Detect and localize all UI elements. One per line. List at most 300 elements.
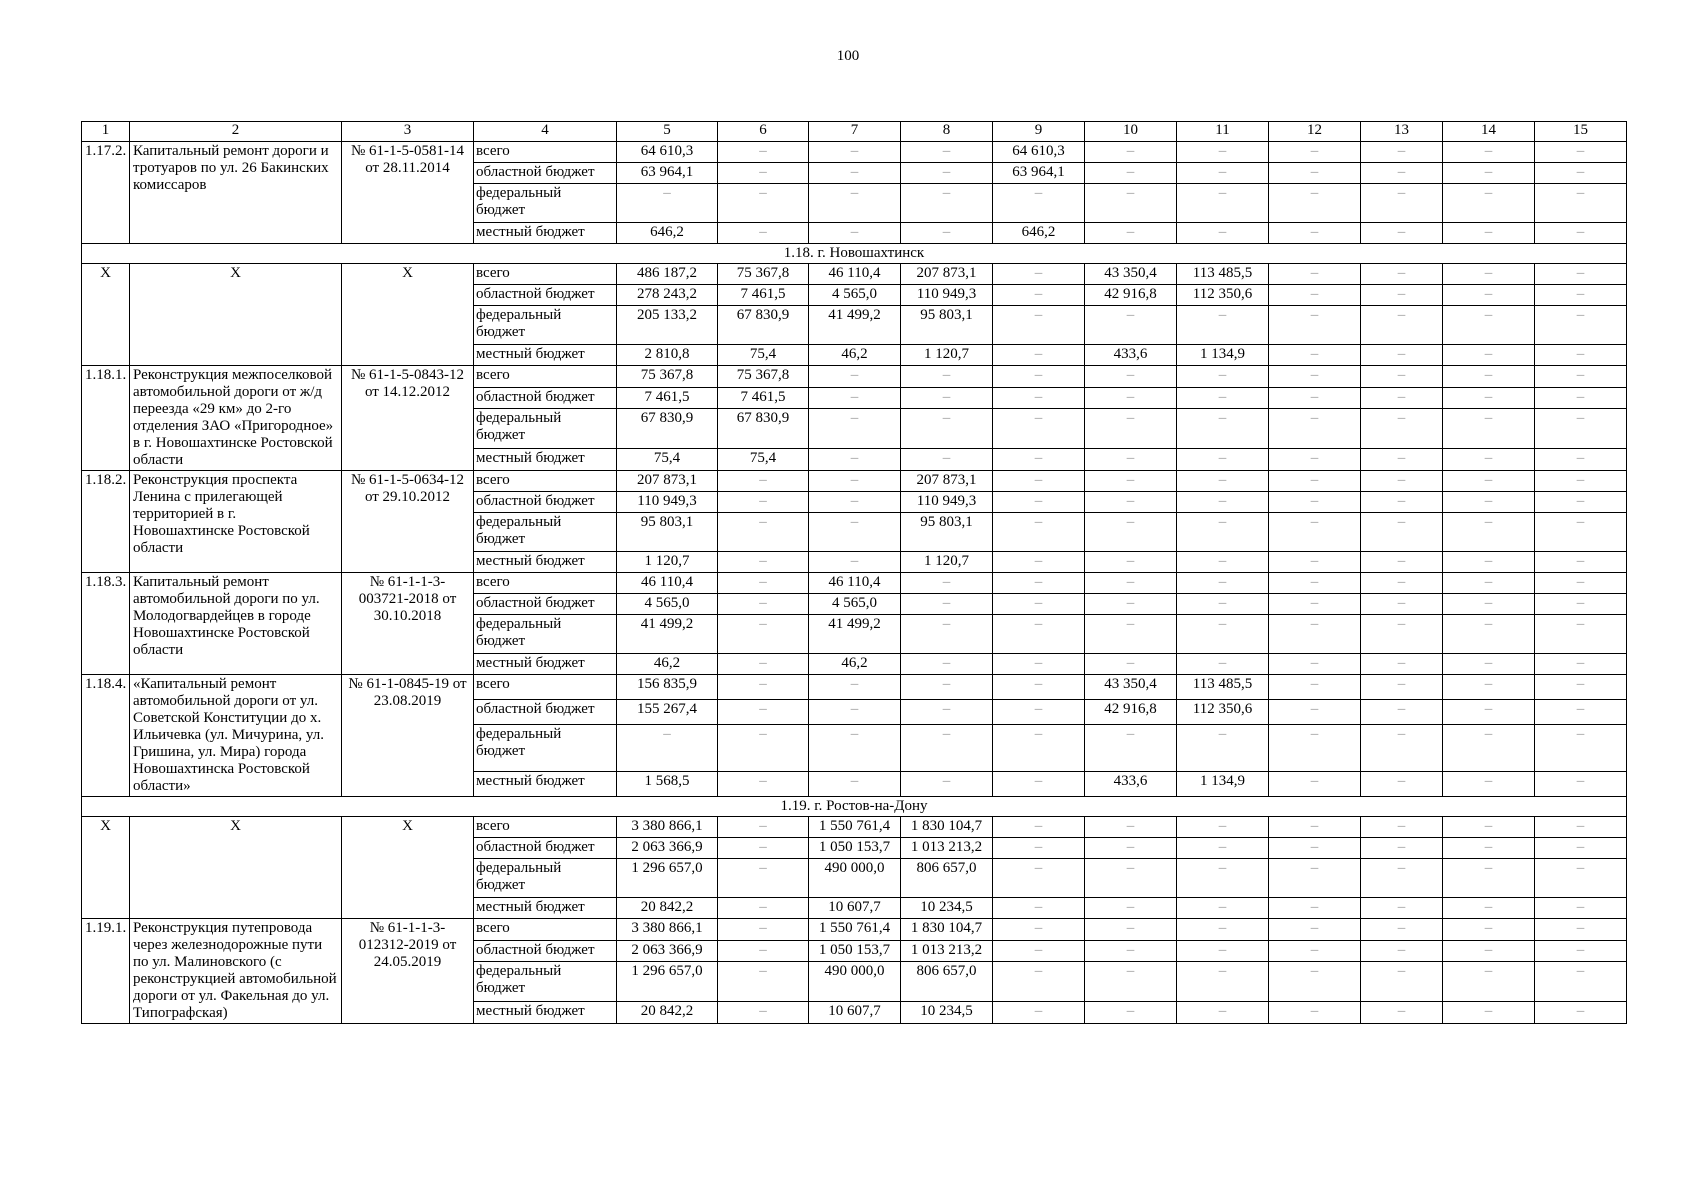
value-cell: – xyxy=(718,817,809,838)
value-cell: – xyxy=(993,513,1085,552)
value-cell: 110 949,3 xyxy=(617,492,718,513)
value-cell: 433,6 xyxy=(1085,345,1177,366)
value-cell: – xyxy=(1535,940,1627,962)
value-cell: – xyxy=(1085,859,1177,898)
value-cell: – xyxy=(1535,771,1627,796)
value-cell: – xyxy=(718,163,809,184)
value-cell: 63 964,1 xyxy=(993,163,1085,184)
value-cell: – xyxy=(1177,940,1269,962)
value-cell: – xyxy=(1443,594,1535,615)
value-cell: 67 830,9 xyxy=(617,409,718,449)
value-cell: – xyxy=(993,654,1085,675)
value-cell: 113 485,5 xyxy=(1177,675,1269,700)
value-cell: – xyxy=(1535,700,1627,725)
value-cell: 490 000,0 xyxy=(809,962,901,1002)
value-cell: 75 367,8 xyxy=(718,366,809,388)
table-body xyxy=(82,122,1627,1024)
value-cell: – xyxy=(1085,163,1177,184)
value-cell: – xyxy=(1269,940,1361,962)
value-cell: – xyxy=(809,513,901,552)
value-cell: 75,4 xyxy=(718,449,809,471)
value-cell: – xyxy=(1361,163,1443,184)
value-cell: 433,6 xyxy=(1085,771,1177,796)
value-cell: – xyxy=(901,654,993,675)
budget-source-label: местный бюджет xyxy=(474,552,617,573)
value-cell: – xyxy=(1085,306,1177,345)
value-cell: – xyxy=(1361,654,1443,675)
value-cell: – xyxy=(1535,366,1627,388)
value-cell: – xyxy=(1085,594,1177,615)
value-cell: – xyxy=(1177,223,1269,244)
value-cell: – xyxy=(1361,387,1443,409)
budget-source-label: федеральный бюджет xyxy=(474,962,617,1002)
budget-source-label: всего xyxy=(474,675,617,700)
value-cell: – xyxy=(809,184,901,223)
value-cell: – xyxy=(1361,306,1443,345)
object-name: Реконструкция межпоселковой автомобильной дороги от ж/д переезда «29 км» до 2-го отделения ЗАО «Пригородное» в г. Новошахтинске Ростовской области xyxy=(130,366,342,471)
value-cell: 2 063 366,9 xyxy=(617,940,718,962)
document-reference: № 61-1-5-0843-12 от 14.12.2012 xyxy=(342,366,474,471)
value-cell: – xyxy=(1085,817,1177,838)
value-cell: 43 350,4 xyxy=(1085,675,1177,700)
budget-source-label: всего xyxy=(474,919,617,941)
value-cell: – xyxy=(1085,366,1177,388)
value-cell: – xyxy=(1177,387,1269,409)
value-cell: – xyxy=(1085,898,1177,919)
value-cell: – xyxy=(1269,552,1361,573)
value-cell: – xyxy=(901,675,993,700)
value-cell: – xyxy=(1361,513,1443,552)
value-cell: – xyxy=(1269,449,1361,471)
value-cell: – xyxy=(1361,409,1443,449)
value-cell: 3 380 866,1 xyxy=(617,817,718,838)
value-cell: 20 842,2 xyxy=(617,1002,718,1024)
value-cell: – xyxy=(1269,285,1361,306)
document-reference: № 61-1-0845-19 от 23.08.2019 xyxy=(342,675,474,797)
value-cell: 1 550 761,4 xyxy=(809,919,901,941)
value-cell: – xyxy=(809,449,901,471)
value-cell: – xyxy=(993,409,1085,449)
value-cell: – xyxy=(1443,654,1535,675)
table-row xyxy=(82,573,1627,594)
value-cell: – xyxy=(617,184,718,223)
value-cell: – xyxy=(1085,962,1177,1002)
value-cell: – xyxy=(1361,366,1443,388)
budget-source-label: областной бюджет xyxy=(474,838,617,859)
value-cell: – xyxy=(1443,449,1535,471)
value-cell: 2 810,8 xyxy=(617,345,718,366)
value-cell: – xyxy=(1443,817,1535,838)
value-cell: 46,2 xyxy=(809,654,901,675)
budget-source-label: всего xyxy=(474,264,617,285)
value-cell: 75,4 xyxy=(718,345,809,366)
table-row xyxy=(82,366,1627,388)
value-cell: – xyxy=(1269,675,1361,700)
column-number-header: 15 xyxy=(1535,122,1627,142)
document-reference: № 61-1-1-3-003721-2018 от 30.10.2018 xyxy=(342,573,474,675)
value-cell: – xyxy=(1535,285,1627,306)
object-number: 1.17.2. xyxy=(82,142,130,244)
value-cell: – xyxy=(718,184,809,223)
value-cell: 42 916,8 xyxy=(1085,285,1177,306)
value-cell: – xyxy=(1361,817,1443,838)
value-cell: – xyxy=(993,285,1085,306)
value-cell: – xyxy=(1443,513,1535,552)
value-cell: 64 610,3 xyxy=(617,142,718,163)
section-title: 1.18. г. Новошахтинск xyxy=(82,244,1627,264)
object-name: Реконструкция проспекта Ленина с прилегающей территорией в г. Новошахтинске Ростовской области xyxy=(130,471,342,573)
value-cell: – xyxy=(809,409,901,449)
value-cell: – xyxy=(1085,409,1177,449)
value-cell: – xyxy=(1177,366,1269,388)
budget-source-label: местный бюджет xyxy=(474,345,617,366)
value-cell: – xyxy=(718,962,809,1002)
value-cell: – xyxy=(1361,449,1443,471)
value-cell: – xyxy=(1177,654,1269,675)
value-cell: – xyxy=(993,345,1085,366)
value-cell: – xyxy=(1361,345,1443,366)
value-cell: – xyxy=(1535,345,1627,366)
value-cell: – xyxy=(1361,859,1443,898)
value-cell: 110 949,3 xyxy=(901,492,993,513)
value-cell: – xyxy=(1177,492,1269,513)
value-cell: 1 550 761,4 xyxy=(809,817,901,838)
value-cell: 64 610,3 xyxy=(993,142,1085,163)
budget-source-label: федеральный бюджет xyxy=(474,409,617,449)
budget-source-label: всего xyxy=(474,471,617,492)
value-cell: – xyxy=(1361,771,1443,796)
value-cell: – xyxy=(993,940,1085,962)
value-cell: – xyxy=(1535,1002,1627,1024)
value-cell: – xyxy=(1177,838,1269,859)
value-cell: – xyxy=(1085,184,1177,223)
value-cell: 112 350,6 xyxy=(1177,700,1269,725)
table-row xyxy=(82,264,1627,285)
value-cell: – xyxy=(1269,513,1361,552)
column-number-header: 8 xyxy=(901,122,993,142)
value-cell: 46,2 xyxy=(617,654,718,675)
value-cell: – xyxy=(718,142,809,163)
value-cell: – xyxy=(1085,513,1177,552)
value-cell: – xyxy=(993,859,1085,898)
value-cell: 1 013 213,2 xyxy=(901,940,993,962)
value-cell: – xyxy=(1269,163,1361,184)
value-cell: – xyxy=(718,898,809,919)
value-cell: – xyxy=(1535,409,1627,449)
value-cell: – xyxy=(1269,1002,1361,1024)
value-cell: – xyxy=(718,552,809,573)
budget-source-label: местный бюджет xyxy=(474,898,617,919)
object-name: Реконструкция путепровода через железнодорожные пути по ул. Малиновского (с реконструкцией автомобильной дороги от ул. Факельная до ул. Типографская) xyxy=(130,919,342,1024)
value-cell: – xyxy=(1085,919,1177,941)
table-row xyxy=(82,142,1627,163)
value-cell: – xyxy=(993,1002,1085,1024)
value-cell: – xyxy=(1443,898,1535,919)
value-cell: – xyxy=(1361,552,1443,573)
value-cell: – xyxy=(1443,919,1535,941)
value-cell: – xyxy=(1535,223,1627,244)
value-cell: – xyxy=(1177,513,1269,552)
value-cell: – xyxy=(1443,264,1535,285)
value-cell: – xyxy=(718,223,809,244)
value-cell: – xyxy=(1535,552,1627,573)
value-cell: – xyxy=(1085,492,1177,513)
value-cell: 95 803,1 xyxy=(901,306,993,345)
value-cell: – xyxy=(1177,471,1269,492)
section-row xyxy=(82,244,1627,264)
column-number-header: 6 xyxy=(718,122,809,142)
value-cell: – xyxy=(1361,962,1443,1002)
value-cell: – xyxy=(1443,285,1535,306)
document-reference: № 61-1-5-0581-14 от 28.11.2014 xyxy=(342,142,474,244)
value-cell: 4 565,0 xyxy=(809,594,901,615)
document-reference: № 61-1-5-0634-12 от 29.10.2012 xyxy=(342,471,474,573)
value-cell: – xyxy=(1085,142,1177,163)
value-cell: 42 916,8 xyxy=(1085,700,1177,725)
value-cell: – xyxy=(809,675,901,700)
value-cell: – xyxy=(1443,962,1535,1002)
column-number-header: 1 xyxy=(82,122,130,142)
value-cell: – xyxy=(993,449,1085,471)
value-cell: – xyxy=(809,471,901,492)
column-number-header: 7 xyxy=(809,122,901,142)
budget-source-label: федеральный бюджет xyxy=(474,615,617,654)
value-cell: – xyxy=(718,919,809,941)
value-cell: – xyxy=(901,573,993,594)
value-cell: – xyxy=(1361,285,1443,306)
budget-source-label: областной бюджет xyxy=(474,594,617,615)
value-cell: – xyxy=(993,615,1085,654)
value-cell: – xyxy=(1535,615,1627,654)
column-number-header: 12 xyxy=(1269,122,1361,142)
value-cell: – xyxy=(718,725,809,772)
value-cell: – xyxy=(1535,573,1627,594)
value-cell: – xyxy=(1085,449,1177,471)
value-cell: – xyxy=(1269,573,1361,594)
value-cell: 1 134,9 xyxy=(1177,345,1269,366)
value-cell: 207 873,1 xyxy=(901,471,993,492)
value-cell: – xyxy=(1085,838,1177,859)
value-cell: 75 367,8 xyxy=(617,366,718,388)
value-cell: – xyxy=(993,838,1085,859)
value-cell: – xyxy=(1443,552,1535,573)
value-cell: 2 063 366,9 xyxy=(617,838,718,859)
value-cell: – xyxy=(1535,838,1627,859)
value-cell: – xyxy=(993,264,1085,285)
value-cell: – xyxy=(1177,817,1269,838)
value-cell: 207 873,1 xyxy=(901,264,993,285)
table-row xyxy=(82,817,1627,838)
value-cell: 10 234,5 xyxy=(901,898,993,919)
value-cell: – xyxy=(1269,654,1361,675)
value-cell: – xyxy=(1361,471,1443,492)
value-cell: – xyxy=(809,552,901,573)
value-cell: 67 830,9 xyxy=(718,306,809,345)
budget-source-label: местный бюджет xyxy=(474,771,617,796)
value-cell: 278 243,2 xyxy=(617,285,718,306)
value-cell: 110 949,3 xyxy=(901,285,993,306)
value-cell: – xyxy=(1269,306,1361,345)
value-cell: – xyxy=(1361,594,1443,615)
value-cell: – xyxy=(1085,387,1177,409)
value-cell: – xyxy=(617,725,718,772)
value-cell: – xyxy=(1269,700,1361,725)
value-cell: – xyxy=(1361,838,1443,859)
value-cell: – xyxy=(1443,859,1535,898)
object-number: 1.19.1. xyxy=(82,919,130,1024)
value-cell: – xyxy=(1269,387,1361,409)
value-cell: – xyxy=(993,306,1085,345)
value-cell: – xyxy=(1085,471,1177,492)
value-cell: – xyxy=(993,675,1085,700)
value-cell: – xyxy=(1443,223,1535,244)
value-cell: – xyxy=(1177,615,1269,654)
value-cell: 1 568,5 xyxy=(617,771,718,796)
value-cell: – xyxy=(1361,264,1443,285)
value-cell: – xyxy=(1085,223,1177,244)
budget-source-label: областной бюджет xyxy=(474,940,617,962)
value-cell: – xyxy=(1361,700,1443,725)
budget-source-label: местный бюджет xyxy=(474,1002,617,1024)
value-cell: – xyxy=(901,449,993,471)
table-row xyxy=(82,675,1627,700)
value-cell: – xyxy=(901,594,993,615)
value-cell: 1 120,7 xyxy=(617,552,718,573)
budget-source-label: всего xyxy=(474,142,617,163)
value-cell: – xyxy=(718,513,809,552)
page-number: 100 xyxy=(836,48,860,64)
value-cell: – xyxy=(1361,615,1443,654)
value-cell: – xyxy=(1361,725,1443,772)
column-number-header: 4 xyxy=(474,122,617,142)
value-cell: – xyxy=(1535,919,1627,941)
value-cell: 75 367,8 xyxy=(718,264,809,285)
value-cell: 43 350,4 xyxy=(1085,264,1177,285)
value-cell: – xyxy=(901,725,993,772)
object-number: 1.18.4. xyxy=(82,675,130,797)
value-cell: – xyxy=(1361,898,1443,919)
value-cell: – xyxy=(1177,449,1269,471)
value-cell: – xyxy=(1443,771,1535,796)
column-number-header: 3 xyxy=(342,122,474,142)
object-name: Х xyxy=(130,264,342,366)
budget-source-label: федеральный бюджет xyxy=(474,184,617,223)
budget-source-label: федеральный бюджет xyxy=(474,725,617,772)
object-name: Капитальный ремонт автомобильной дороги по ул. Молодогвардейцев в городе Новошахтинске Ростовской области xyxy=(130,573,342,675)
value-cell: 646,2 xyxy=(617,223,718,244)
value-cell: – xyxy=(718,573,809,594)
value-cell: 95 803,1 xyxy=(901,513,993,552)
value-cell: – xyxy=(1361,142,1443,163)
value-cell: – xyxy=(1361,223,1443,244)
value-cell: – xyxy=(901,142,993,163)
budget-source-label: местный бюджет xyxy=(474,223,617,244)
value-cell: – xyxy=(1535,513,1627,552)
value-cell: 10 607,7 xyxy=(809,898,901,919)
value-cell: 205 133,2 xyxy=(617,306,718,345)
value-cell: – xyxy=(1535,898,1627,919)
value-cell: 63 964,1 xyxy=(617,163,718,184)
value-cell: 113 485,5 xyxy=(1177,264,1269,285)
value-cell: – xyxy=(1177,725,1269,772)
value-cell: – xyxy=(718,700,809,725)
value-cell: 155 267,4 xyxy=(617,700,718,725)
value-cell: – xyxy=(809,387,901,409)
value-cell: – xyxy=(1085,725,1177,772)
value-cell: – xyxy=(901,615,993,654)
value-cell: – xyxy=(1177,184,1269,223)
value-cell: – xyxy=(1177,859,1269,898)
column-number-header: 14 xyxy=(1443,122,1535,142)
section-title: 1.19. г. Ростов-на-Дону xyxy=(82,797,1627,817)
value-cell: – xyxy=(901,771,993,796)
value-cell: 806 657,0 xyxy=(901,962,993,1002)
value-cell: – xyxy=(1269,345,1361,366)
value-cell: – xyxy=(1177,306,1269,345)
value-cell: 95 803,1 xyxy=(617,513,718,552)
value-cell: – xyxy=(993,898,1085,919)
value-cell: – xyxy=(718,594,809,615)
value-cell: – xyxy=(718,859,809,898)
value-cell: – xyxy=(1269,492,1361,513)
document-reference: Х xyxy=(342,817,474,919)
value-cell: – xyxy=(1443,163,1535,184)
value-cell: 10 234,5 xyxy=(901,1002,993,1024)
value-cell: – xyxy=(718,654,809,675)
value-cell: – xyxy=(1535,163,1627,184)
value-cell: 7 461,5 xyxy=(718,285,809,306)
value-cell: – xyxy=(1443,184,1535,223)
value-cell: – xyxy=(901,366,993,388)
value-cell: 4 565,0 xyxy=(617,594,718,615)
value-cell: – xyxy=(718,1002,809,1024)
value-cell: – xyxy=(1443,492,1535,513)
table-row xyxy=(82,471,1627,492)
value-cell: 1 830 104,7 xyxy=(901,919,993,941)
object-name: Капитальный ремонт дороги и тротуаров по ул. 26 Бакинских комиссаров xyxy=(130,142,342,244)
value-cell: – xyxy=(718,492,809,513)
value-cell: – xyxy=(1085,654,1177,675)
value-cell: 1 120,7 xyxy=(901,345,993,366)
value-cell: – xyxy=(1535,492,1627,513)
budget-source-label: федеральный бюджет xyxy=(474,513,617,552)
value-cell: 4 565,0 xyxy=(809,285,901,306)
value-cell: – xyxy=(1269,142,1361,163)
value-cell: – xyxy=(1085,615,1177,654)
value-cell: – xyxy=(718,615,809,654)
value-cell: – xyxy=(1085,940,1177,962)
value-cell: 41 499,2 xyxy=(617,615,718,654)
value-cell: – xyxy=(1535,306,1627,345)
value-cell: – xyxy=(809,366,901,388)
value-cell: – xyxy=(993,771,1085,796)
document-reference: № 61-1-1-3-012312-2019 от 24.05.2019 xyxy=(342,919,474,1024)
value-cell: – xyxy=(1535,859,1627,898)
value-cell: – xyxy=(809,492,901,513)
value-cell: – xyxy=(1269,184,1361,223)
value-cell: – xyxy=(1269,409,1361,449)
value-cell: – xyxy=(1535,817,1627,838)
value-cell: – xyxy=(1361,573,1443,594)
value-cell: 806 657,0 xyxy=(901,859,993,898)
value-cell: – xyxy=(1177,142,1269,163)
value-cell: – xyxy=(1177,163,1269,184)
object-number: Х xyxy=(82,817,130,919)
value-cell: – xyxy=(1361,492,1443,513)
budget-source-label: федеральный бюджет xyxy=(474,859,617,898)
column-number-header: 5 xyxy=(617,122,718,142)
value-cell: – xyxy=(1269,471,1361,492)
